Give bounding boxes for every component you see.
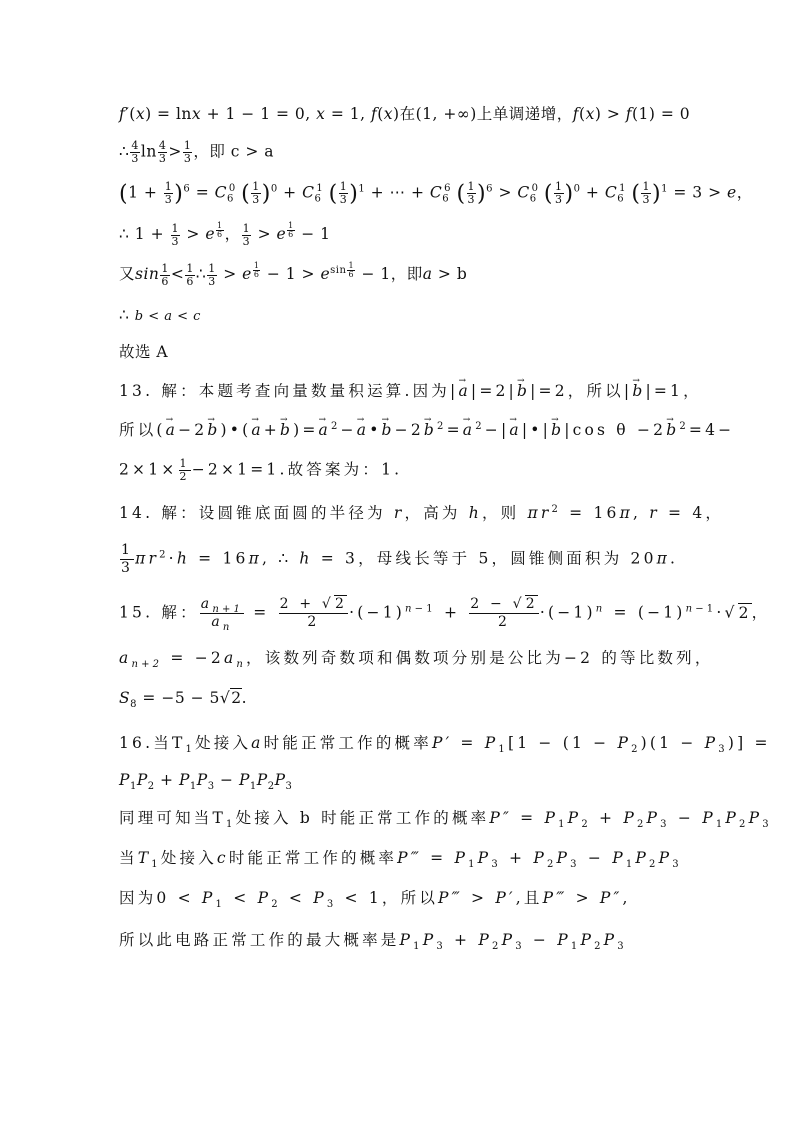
line-choose-a: 故选 A <box>119 343 169 361</box>
line-q14-answer: $\frac{1}{3}$ $\pi r^2\cdot h = 16\pi$, ∴ h = 3，母线长等于 5，圆锥侧面积为 20π. <box>121 542 679 576</box>
line-q15-answer: $S_8 = -5 - 5√2$. <box>119 689 248 711</box>
line-exp-bound: ∴ 1 + $\frac{1}{3}$ > e $^{\frac{1}{6}}$ ， $\frac{1}{3}$ > e $^{\frac{1}{6}}$ − 1 <box>119 221 331 248</box>
line-q14-intro: 14. 解：设圆锥底面圆的半径为 r，高为 h，则 $\pi r^2 = 16\pi$, r = 4， <box>119 503 725 522</box>
line-q15-recurrence: $a_{n+2} = -2a_n$，该数列奇数项和偶数项分别是公比为−2 的等比数列， <box>119 649 714 671</box>
line-a-gt-b: 又sin $\frac{1}{6}$ < $\frac{1}{6}$ ∴ $\frac{1}{3}$ > e $^{\frac{1}{6}}$ − $1 > e^{sin \frac{1}{6}}$ − 1，即a > b <box>119 261 468 288</box>
line-q16-c: 当$T_1$处接入c时能正常工作的概率P‴ = $P_1P_3 + P_2P_3 - P_1P_2P_3$ <box>119 849 682 871</box>
line-q13-expand: 所以(→ a−2→ b)•(→ $a+\to b)=\to a^2-\to$ a•→ $b-2\to b^2=\to a^2-|\to$ a|•|→ b|cos $\theta -2\to b^2=4-$ <box>119 420 734 440</box>
line-derivative: f′(x) = lnx + 1 − 1 = 0, x = 1, f(x)在(1, +∞)上单调递增，f(x) > f(1) = 0 <box>119 105 691 123</box>
line-binomial: (1 + $\frac{1}{3}$ )$^6 = C_6^0$ ( $\frac{1}{3}$ )$^0 + C_6^1$ ( $\frac{1}{3}$ )$^1$ + ⋯ + $C_6^6$ ( $\frac{1}{3}$ )$^6 > C_6^0$ ( $\frac{1}{3}$ )$^0 + C_6^1$ ( $\frac{1}{3}$ )$^1$ = 3 > e， <box>119 180 753 207</box>
line-c-gt-a: ∴ $\frac{4}{3}$ ln $\frac{4}{3}$ > $\frac{1}{3}$ ，即 c > a <box>119 139 275 165</box>
line-q16-a: 16.当$T_1$处接入a时能正常工作的概率$P' = P_1[1 - (1 - P_2)(1 - P_3)]$ = <box>119 734 771 756</box>
line-conclusion: ∴ b < a < c <box>119 306 201 324</box>
line-q16-compare: 因为$0 < P_1 < P_2 < P_3 < 1$，所以P‴ > P′,且P‴ > P″, <box>119 889 631 911</box>
line-q13-intro: 13. 解：本题考查向量数量积运算.因为|→ a|=2|→ b|=2，所以|→ b|=1， <box>119 381 702 401</box>
line-q16-a-result: $P_1P_2 + P_1P_3 - P_1P_2P_3$ <box>119 771 293 793</box>
line-q16-b: 同理可知当$T_1$处接入 b 时能正常工作的概率$P'' = P_1P_2 + P_2P_3 - P_1P_2P_3$ <box>119 809 772 831</box>
line-q15-ratio: 15. 解： $\frac{a_{n+1}}{a_n}$ = $\frac{2 + √2}{2}$ $\cdot(-1)^{n-1}$ + $\frac{2 - √2}{2}$ $\cdot(-1)^n = (-1)^{n-1}\cdot√2$， <box>119 596 771 633</box>
line-q16-answer: 所以此电路正常工作的最大概率是$P_1P_3 + P_2P_3 - P_1P_2P_3$ <box>119 931 627 953</box>
line-q13-answer: 2×1× $\frac{1}{2}$ −2×1=1.故答案为：1. <box>119 457 403 483</box>
